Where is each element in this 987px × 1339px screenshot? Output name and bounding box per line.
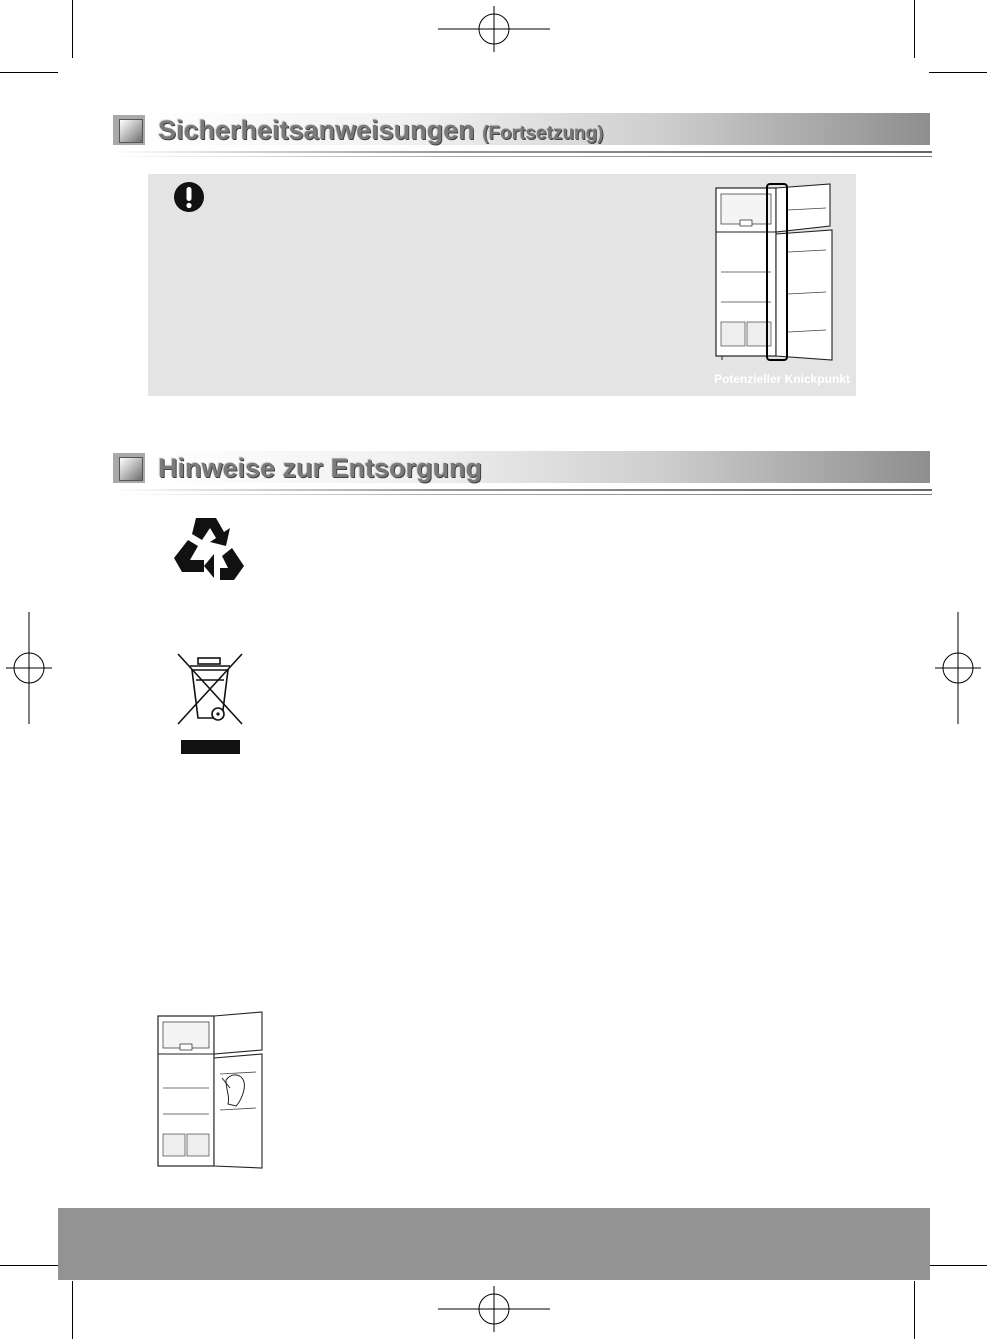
section-title-text: Hinweise zur Entsorgung	[158, 453, 483, 483]
section-header-safety	[80, 113, 932, 159]
crop-mark	[72, 0, 73, 58]
section-title-safety	[158, 113, 603, 145]
crop-mark	[929, 1265, 987, 1266]
registration-mark-bottom	[438, 1286, 550, 1332]
recycle-icon	[170, 514, 248, 584]
open-fridge-illustration	[156, 1010, 266, 1170]
section-title-disposal	[158, 451, 482, 483]
crop-mark	[72, 1281, 73, 1339]
header-rule	[110, 494, 932, 495]
header-square-inner	[119, 119, 143, 143]
figure-caption: Potenzieller Knickpunkt	[713, 372, 850, 386]
warning-box	[148, 174, 856, 396]
crop-mark	[0, 1265, 58, 1266]
registration-mark-top	[438, 6, 550, 52]
section-title-text: Sicherheitsanweisungen	[158, 115, 475, 145]
crop-mark	[914, 1281, 915, 1339]
section-subtitle: (Fortsetzung)	[482, 123, 604, 144]
crop-mark	[914, 0, 915, 58]
header-square-inner	[119, 457, 143, 481]
header-rule	[110, 156, 932, 157]
section-header-disposal	[80, 451, 932, 497]
header-rule	[110, 151, 932, 153]
fridge-hinge-illustration	[708, 182, 838, 362]
header-rule	[110, 489, 932, 491]
crop-mark	[929, 72, 987, 73]
registration-mark-left	[6, 612, 52, 724]
registration-mark-right	[935, 612, 981, 724]
exclamation-icon	[173, 181, 205, 213]
footer-bar	[58, 1208, 930, 1280]
crop-mark	[0, 72, 58, 73]
crossed-out-bin-icon	[176, 652, 244, 758]
